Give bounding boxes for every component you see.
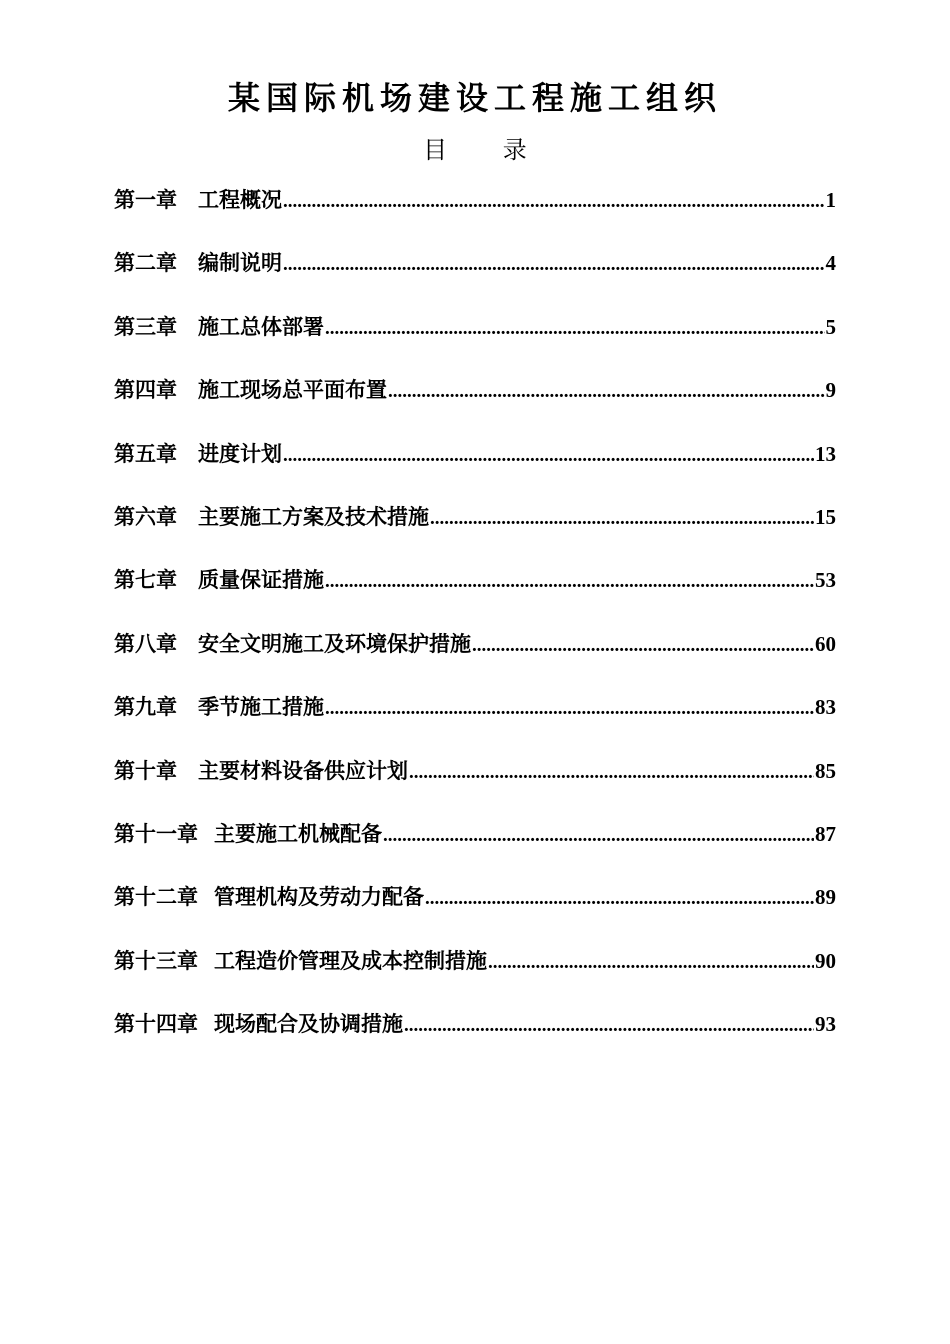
toc-dot-leader [283,247,825,283]
toc-entry-chapter-3[interactable] [114,309,836,372]
toc-chapter-title: 主要材料设备供应计划 [198,758,408,783]
toc-page-number: 1 [825,188,836,212]
table-of-contents [114,182,836,1069]
toc-dot-leader [383,818,814,854]
toc-page-number: 15 [815,504,836,529]
toc-chapter-number: 第十章 [114,758,177,783]
toc-entry-chapter-4[interactable] [114,372,836,435]
toc-chapter-title: 季节施工措施 [198,695,324,720]
toc-entry-chapter-6[interactable] [114,499,836,562]
toc-chapter-title: 工程概况 [198,188,282,212]
toc-chapter-title: 编制说明 [198,251,282,276]
toc-entry-chapter-13[interactable] [114,943,836,1006]
toc-entry-chapter-12[interactable] [114,879,836,942]
toc-chapter-number: 第八章 [114,631,177,656]
toc-chapter-title: 施工总体部署 [198,314,324,339]
toc-page-number: 60 [815,631,836,656]
toc-dot-leader [325,311,825,347]
toc-chapter-title: 安全文明施工及环境保护措施 [198,631,471,656]
toc-chapter-title: 工程造价管理及成本控制措施 [214,948,487,973]
toc-chapter-title: 现场配合及协调措施 [214,1012,403,1037]
toc-dot-leader [430,501,814,537]
toc-chapter-title: 进度计划 [198,441,282,466]
toc-chapter-number: 第五章 [114,441,177,466]
toc-dot-leader [488,945,814,981]
toc-chapter-number: 第十二章 [114,885,198,910]
toc-entry-chapter-9[interactable] [114,689,836,752]
toc-page-number: 87 [815,821,836,846]
toc-chapter-title: 管理机构及劳动力配备 [214,885,424,910]
toc-page-number: 85 [815,758,836,783]
toc-entry-chapter-5[interactable] [114,436,836,499]
toc-chapter-number: 第九章 [114,695,177,720]
toc-entry-chapter-8[interactable] [114,626,836,689]
document-title: 某国际机场建设工程施工组织 [227,79,722,117]
toc-dot-leader [325,564,814,600]
toc-page-number: 9 [825,378,836,403]
toc-entry-chapter-7[interactable] [114,562,836,625]
toc-dot-leader [325,691,814,727]
toc-dot-leader [409,755,814,791]
toc-chapter-number: 第十三章 [114,948,198,973]
toc-chapter-number: 第一章 [114,188,177,212]
toc-page-number: 89 [815,885,836,910]
toc-dot-leader [283,438,814,474]
toc-page-number: 93 [815,1012,836,1037]
toc-page-number: 5 [825,314,836,339]
toc-entry-chapter-2[interactable] [114,245,836,308]
toc-chapter-number: 第二章 [114,251,177,276]
toc-dot-leader [404,1008,814,1044]
toc-entry-chapter-11[interactable] [114,816,836,879]
toc-chapter-title: 施工现场总平面布置 [198,378,387,403]
toc-entry-chapter-1[interactable] [114,182,836,245]
toc-chapter-number: 第三章 [114,314,177,339]
toc-entry-chapter-10[interactable] [114,753,836,816]
toc-page-number: 90 [815,948,836,973]
toc-page-number: 53 [815,568,836,593]
toc-chapter-number: 第七章 [114,568,177,593]
toc-chapter-number: 第六章 [114,504,177,529]
toc-entry-chapter-14[interactable] [114,1006,836,1069]
toc-chapter-title: 主要施工方案及技术措施 [198,504,429,529]
toc-page-number: 83 [815,695,836,720]
toc-chapter-title: 质量保证措施 [198,568,324,593]
toc-chapter-number: 第四章 [114,378,177,403]
toc-dot-leader [388,374,825,410]
toc-chapter-number: 第十四章 [114,1012,198,1037]
toc-heading: 目 录 [423,136,551,164]
toc-dot-leader [283,184,825,220]
toc-chapter-title: 主要施工机械配备 [214,821,382,846]
toc-dot-leader [425,881,814,917]
toc-page-number: 13 [815,441,836,466]
toc-page-number: 4 [825,251,836,276]
toc-chapter-number: 第十一章 [114,821,198,846]
toc-dot-leader [472,628,814,664]
